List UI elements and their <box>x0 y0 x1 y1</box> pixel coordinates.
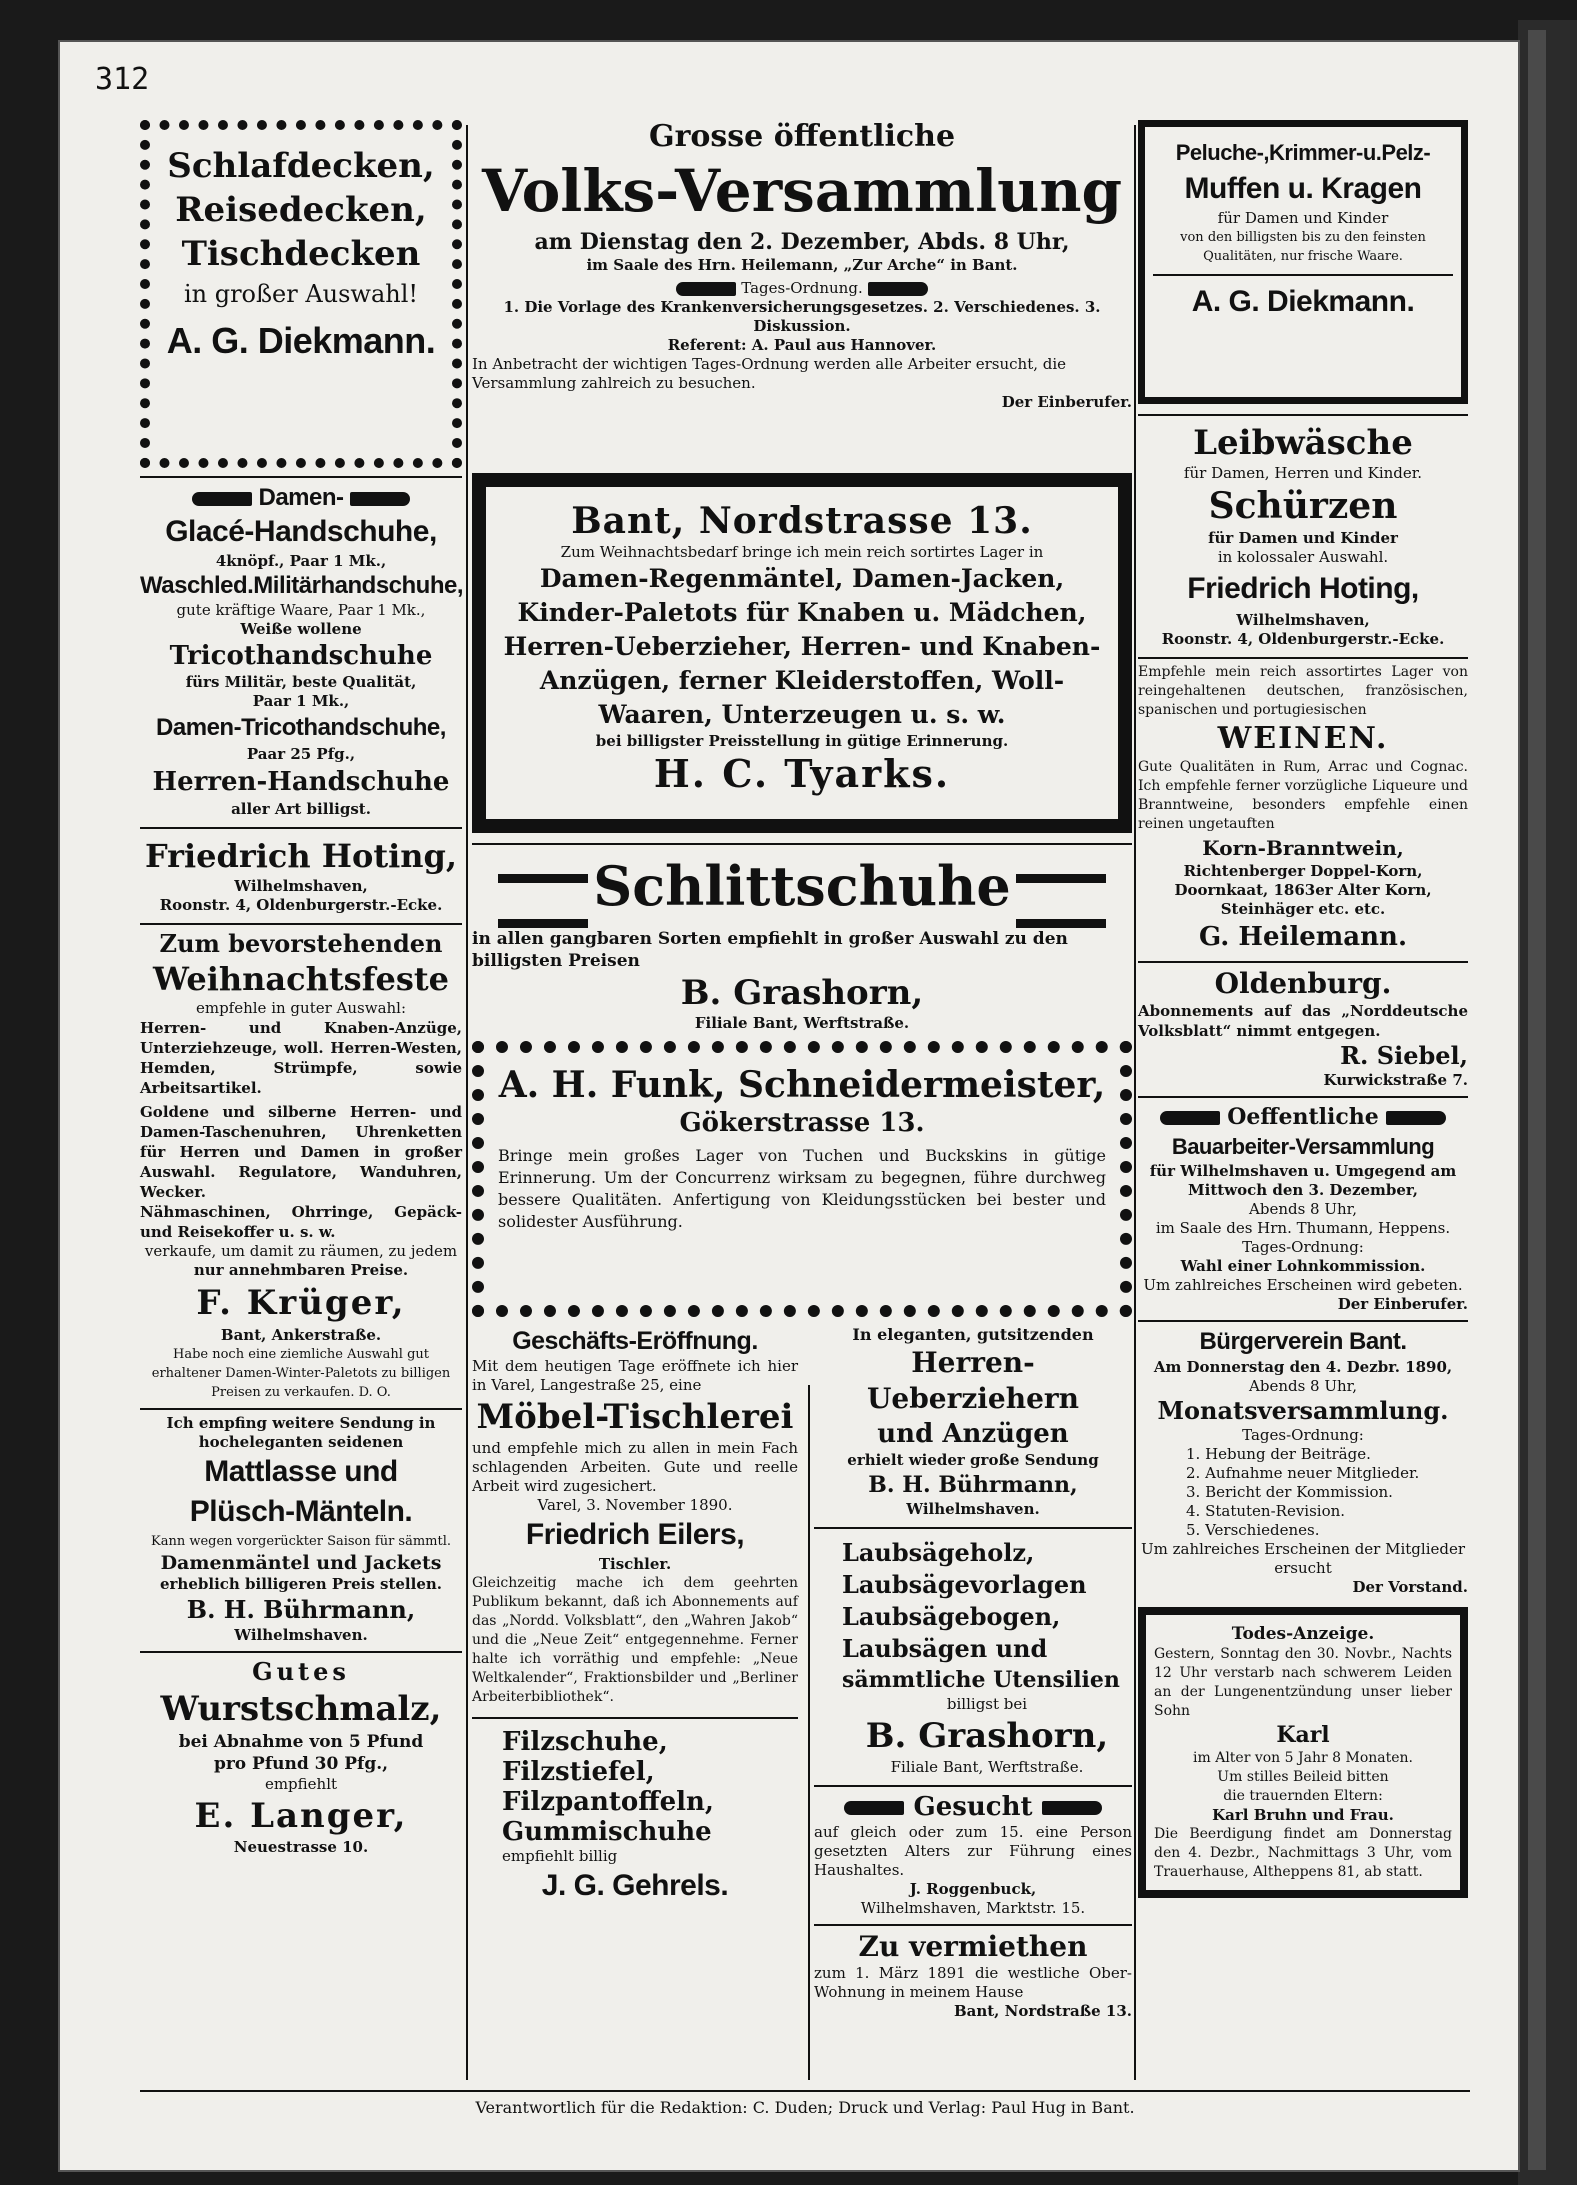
eilers-line: Varel, 3. November 1890. <box>537 1495 733 1514</box>
versammlung-line: In Anbetracht der wichtigen Tages-Ordnung werden alle Arbeiter ersucht, die Versammlung zahlreich zu besuchen. <box>472 355 1067 392</box>
schlitt-line: in allen gangbaren Sorten empfiehlt in großer Auswahl zu den billigsten Preisen <box>472 928 1068 971</box>
ad-schlittschuhe <box>472 843 1132 1033</box>
middle-split <box>472 1324 1132 2020</box>
weihnacht-line: Herren- und Knaben-Anzüge, Unterziehzeuge, woll. Herren-Westen, Hemden, Strümpfe, sowie Arbeitsartikel. <box>140 1019 462 1097</box>
mattlasse-line: Damenmäntel und Jackets <box>160 1552 442 1574</box>
ad-ueberzieher <box>814 1325 1132 1519</box>
buerger-title: Bürgerverein Bant. <box>1199 1328 1407 1355</box>
ad-filz <box>472 1717 798 1906</box>
buerger-line: Monatsversammlung. <box>1157 1396 1449 1425</box>
ad-decken <box>140 120 462 468</box>
mattlasse-line: erheblich billigeren Preis stellen. <box>159 1575 442 1593</box>
muffen-line: für Damen und Kinder <box>1217 209 1389 227</box>
vermiethen-line: Bant, Nordstraße 13. <box>953 2001 1132 2020</box>
tyarks-line: Damen-Regenmäntel, Damen-Jacken, Kinder-Paletots für Knaben u. Mädchen, Herren-Ueberzieher, Herren- und Knaben-Anzügen, ferner Kleiderstoffen, Woll-Waaren, Unterzeugen u. s. w. <box>503 564 1101 729</box>
pointing-hand-icon <box>350 492 410 506</box>
hoting-address: Roonstr. 4, Oldenburgerstr.-Ecke. <box>159 896 443 914</box>
schlitt-title: Schlittschuhe <box>593 854 1011 918</box>
bauarbeiter-line: Oeffentliche <box>1227 1104 1379 1130</box>
todes-title: Todes-Anzeige. <box>1231 1624 1375 1644</box>
filz-line: Filzpantoffeln, <box>502 1786 714 1817</box>
eilers-line: Gleichzeitig mache ich dem geehrten Publikum bekannt, daß ich Abonnements auf das „Nordd. Volksblatt“, den „Wahren Jakob“ und die „Neue Zeit“ entgegennehme. Ferner halte ich vorräthig und empfehle: „Neue Weltkalender“, Fraktionsbilder und „Berliner Arbeiterbibliothek“. <box>472 1574 798 1705</box>
column-rule-left <box>466 125 468 2080</box>
muffen-line: Muffen u. Kragen <box>1184 172 1422 205</box>
mattlasse-line: Ich empfing weitere Sendung in hocheleganten seidenen <box>166 1414 436 1451</box>
buehrmann-name: B. H. Bührmann, <box>868 1471 1078 1498</box>
langer-address: Neuestrasse 10. <box>233 1838 369 1856</box>
ad-laubsaege <box>814 1527 1132 1777</box>
ad-vermiethen <box>814 1924 1132 2021</box>
wurst-line: bei Abnahme von 5 Pfund <box>178 1732 424 1752</box>
pointing-hand-icon <box>868 282 928 296</box>
filz-line: Filzstiefel, <box>502 1756 655 1787</box>
handschuhe-line: gute kräftige Waare, Paar 1 Mk., <box>176 601 426 619</box>
ad-bauarbeiter <box>1138 1096 1468 1314</box>
decken-line: Schlafdecken, <box>167 146 435 186</box>
middle-split-right <box>814 1325 1132 2021</box>
bauarbeiter-line: für Wilhelmshaven u. Umgegend am Mittwoch den 3. Dezember, <box>1149 1162 1457 1199</box>
book-binding <box>1518 20 1577 2185</box>
agenda-item: 5. Verschiedenes. <box>1186 1521 1320 1539</box>
handschuhe-line: Tricothandschuhe <box>169 641 433 671</box>
leib-line: Schürzen <box>1208 485 1398 527</box>
roggenbuck-address: Wilhelmshaven, Marktstr. 15. <box>860 1898 1086 1917</box>
hoting-name: Friedrich Hoting, <box>144 837 458 875</box>
leib-line: Leibwäsche <box>1193 423 1413 463</box>
mattlasse-line: Plüsch-Mänteln. <box>189 1495 413 1528</box>
bauarbeiter-line: Wahl einer Lohnkommission. <box>1180 1257 1426 1275</box>
funk-line: A. H. Funk, Schneidermeister, <box>498 1063 1106 1106</box>
versammlung-line: 1. Die Vorlage des Krankenversicherungsgesetzes. 2. Verschiedenes. 3. Diskussion. <box>503 298 1101 335</box>
siebel-address: Kurwickstraße 7. <box>1323 1071 1468 1089</box>
weihnacht-line: empfehle in guter Auswahl: <box>195 999 407 1017</box>
handschuhe-line: Weiße wollene <box>240 620 362 638</box>
buerger-line: Um zahlreiches Erscheinen der Mitglieder ersucht <box>1140 1540 1466 1577</box>
wurst-line: empfiehlt <box>264 1775 338 1793</box>
ad-tyarks <box>472 473 1132 833</box>
ad-mattlasse <box>140 1408 462 1645</box>
tyarks-line: bei billigster Preisstellung in gütige Erinnerung. <box>595 732 1009 750</box>
leib-line: für Damen, Herren und Kinder. <box>1183 464 1423 482</box>
mattlasse-line: Mattlasse und <box>204 1455 398 1488</box>
handschuhe-line: Paar 1 Mk., <box>252 692 350 710</box>
eilers-line: und empfehle mich zu allen in mein Fach schlagenden Arbeiten. Gute und reelle Arbeit wird zugesichert. <box>472 1438 798 1495</box>
ad-volksversammlung <box>472 120 1132 465</box>
versammlung-line: am Dienstag den 2. Dezember, Abds. 8 Uhr, <box>534 229 1070 255</box>
versammlung-line: Tages-Ordnung. <box>741 279 863 297</box>
ad-todesanzeige <box>1138 1607 1468 1898</box>
middle-split-left <box>472 1325 798 1906</box>
weihnacht-line: Goldene und silberne Herren- und Damen-Taschenuhren, Uhrenketten für Herren und Damen in großer Auswahl. Regulatore, Wanduhren, Wecker. <box>140 1103 462 1201</box>
ad-gesucht <box>814 1785 1132 1918</box>
pointing-hand-icon <box>1042 1801 1102 1815</box>
eilers-line: Möbel-Tischlerei <box>476 1396 794 1437</box>
gesucht-title: Gesucht <box>913 1791 1033 1822</box>
bauarbeiter-line: Abends 8 Uhr, <box>1249 1200 1357 1218</box>
eilers-line: Geschäfts-Eröffnung. <box>512 1326 758 1355</box>
ad-weinen <box>1138 657 1468 955</box>
eilers-line: Mit dem heutigen Tage eröffnete ich hier in Varel, Langestraße 25, eine <box>472 1356 798 1394</box>
handschuhe-line: Herren-Handschuhe <box>152 767 450 797</box>
todes-line: die trauernden Eltern: <box>1223 1788 1383 1804</box>
leib-line: für Damen und Kinder <box>1208 529 1398 547</box>
agenda-item: 3. Bericht der Kommission. <box>1186 1483 1393 1501</box>
todes-line: Die Beerdigung findet am Donnerstag den 4. Dezbr., Nachmittags 3 Uhr, vom Trauerhause, Altheppens 81, ab statt. <box>1154 1826 1452 1880</box>
weihnacht-line: Weihnachtsfeste <box>153 960 449 998</box>
ueberzieher-line: erhielt wieder große Sendung <box>847 1450 1099 1469</box>
versammlung-line: Referent: A. Paul aus Hannover. <box>667 336 937 354</box>
handschuhe-line: Paar 25 Pfg., <box>246 745 356 763</box>
laubsaege-line: sämmtliche Utensilien <box>842 1666 1120 1693</box>
oldenburg-line: Abonnements auf das „Norddeutsche Volksblatt“ nimmt entgegen. <box>1138 1002 1468 1040</box>
diekmann-name: A. G. Diekmann. <box>1191 285 1415 318</box>
todes-line: Gestern, Sonntag den 30. Novbr., Nachts 12 Uhr verstarb nach schwerem Leiden an der Lungenentzündung unser lieber Sohn <box>1154 1646 1452 1719</box>
ueberzieher-line: Herren-Ueberziehern <box>866 1345 1079 1415</box>
bauarbeiter-line: im Saale des Hrn. Thumann, Heppens. <box>1155 1219 1451 1237</box>
agenda-item: 2. Aufnahme neuer Mitglieder. <box>1186 1464 1420 1482</box>
gesucht-line: auf gleich oder zum 15. eine Person gesetzten Alters zur Führung eines Haushaltes. <box>814 1822 1132 1879</box>
laubsaege-line: billigst bei <box>946 1694 1028 1713</box>
column-rule-right <box>1134 125 1136 2080</box>
versammlung-line: im Saale des Hrn. Heilemann, „Zur Arche“ in Bant. <box>586 256 1018 274</box>
weihnacht-line: Habe noch eine ziemliche Auswahl gut erhaltener Damen-Winter-Paletots zu billigen Preisen zu verkaufen. D. O. <box>151 1347 451 1400</box>
column-left <box>140 120 462 1857</box>
bauarbeiter-line: Der Einberufer. <box>1337 1295 1468 1313</box>
handschuhe-line: fürs Militär, beste Qualität, <box>185 673 417 691</box>
hoting-name: Friedrich Hoting, <box>1187 572 1419 605</box>
decorative-bars-icon <box>498 874 588 928</box>
krueger-address: Bant, Ankerstraße. <box>220 1326 382 1344</box>
decken-seller: A. G. Diekmann. <box>166 320 436 361</box>
weihnacht-line: Zum bevorstehenden <box>159 929 443 958</box>
pointing-hand-icon <box>1160 1111 1220 1125</box>
ueberzieher-line: und Anzügen <box>877 1418 1069 1449</box>
handschuhe-line: Waschled.Militärhandschuhe, <box>140 572 464 599</box>
handschuhe-title2: Glacé-Handschuhe, <box>165 515 437 548</box>
vermiethen-line: zum 1. März 1891 die westliche Ober-Wohnung in meinem Hause <box>814 1963 1132 2001</box>
decken-line: Tischdecken <box>181 234 421 274</box>
ad-muffen <box>1138 120 1468 404</box>
tyarks-name: H. C. Tyarks. <box>653 751 951 796</box>
filz-line: Gummischuhe <box>502 1816 712 1847</box>
todes-line: im Alter von 5 Jahr 8 Monaten. <box>1193 1750 1413 1766</box>
versammlung-line: Der Einberufer. <box>1001 393 1132 411</box>
grashorn-name: B. Grashorn, <box>865 1715 1109 1756</box>
ad-leibwaesche <box>1138 414 1468 649</box>
siebel-name: R. Siebel, <box>1340 1041 1468 1070</box>
bauarbeiter-line: Um zahlreiches Erscheinen wird gebeten. <box>1143 1276 1463 1294</box>
decorative-bars-icon <box>1016 874 1106 928</box>
laubsaege-line: Laubsägevorlagen <box>842 1569 1087 1599</box>
ad-handschuhe <box>140 476 462 819</box>
leib-line: in kolossaler Auswahl. <box>1217 548 1389 566</box>
muffen-line: Peluche-,Krimmer-u.Pelz- <box>1175 140 1431 165</box>
eilers-line: Tischler. <box>598 1554 672 1573</box>
filz-line: empfiehlt billig <box>502 1846 618 1865</box>
weihnacht-line: nur annehmbaren Preise. <box>193 1261 409 1279</box>
buehrmann-name: B. H. Bührmann, <box>186 1595 416 1624</box>
ad-eilers <box>472 1325 798 1707</box>
grashorn-address: Filiale Bant, Werftstraße. <box>890 1757 1084 1776</box>
todes-line: Karl Bruhn und Frau. <box>1212 1806 1394 1824</box>
column-right <box>1138 120 1468 1898</box>
ueberzieher-line: In eleganten, gutsitzenden <box>852 1324 1094 1344</box>
handschuhe-line: 4knöpf., Paar 1 Mk., <box>215 552 387 570</box>
bauarbeiter-line: Tages-Ordnung: <box>1242 1238 1364 1256</box>
filz-line: Filzschuhe, <box>502 1726 668 1757</box>
todes-line: Um stilles Beileid bitten <box>1217 1769 1389 1785</box>
decken-line: Reisedecken, <box>175 190 427 230</box>
tyarks-line: Bant, Nordstrasse 13. <box>571 500 1033 542</box>
weinen-line: Korn-Branntwein, <box>1202 836 1404 860</box>
weinen-line: Gute Qualitäten in Rum, Arrac und Cognac. Ich empfehle ferner vorzügliche Liqueure und Branntweine, besonders empfehle einen reinen ungetauften <box>1138 759 1468 832</box>
ad-hoting <box>140 827 462 915</box>
pointing-hand-icon <box>676 282 736 296</box>
roggenbuck-name: J. Roggenbuck, <box>909 1879 1037 1898</box>
wurst-line: Wurstschmalz, <box>160 1689 442 1729</box>
buehrmann-city: Wilhelmshaven. <box>906 1499 1040 1518</box>
buehrmann-city: Wilhelmshaven. <box>234 1626 368 1644</box>
buerger-line: Abends 8 Uhr, <box>1249 1377 1357 1395</box>
ad-funk <box>472 1041 1132 1317</box>
pointing-hand-icon <box>1386 1111 1446 1125</box>
tyarks-line: Zum Weihnachtsbedarf bringe ich mein reich sortirtes Lager in <box>560 543 1044 561</box>
hoting-city: Wilhelmshaven, <box>234 877 368 895</box>
heilemann-name: G. Heilemann. <box>1199 922 1407 952</box>
grashorn-address: Filiale Bant, Werftstraße. <box>694 1013 910 1032</box>
weinen-line: Richtenberger Doppel-Korn, Doornkaat, 1863er Alter Korn, Steinhäger etc. etc. <box>1174 862 1432 918</box>
laubsaege-line: Laubsägebogen, <box>842 1601 1061 1631</box>
versammlung-title: Volks-Versammlung <box>481 157 1123 225</box>
ad-oldenburg <box>1138 961 1468 1090</box>
hoting-address: Roonstr. 4, Oldenburgerstr.-Ecke. <box>1161 630 1445 648</box>
page-number: 312 <box>95 62 150 97</box>
weinen-title: WEINEN. <box>1217 721 1389 756</box>
agenda-item: 1. Hebung der Beiträge. <box>1186 1445 1371 1463</box>
imprint-footer: Verantwortlich für die Redaktion: C. Duden; Druck und Verlag: Paul Hug in Bant. <box>140 2090 1470 2117</box>
muffen-line: von den billigsten bis zu den feinsten Qualitäten, nur frische Waare. <box>1180 230 1426 264</box>
hoting-city: Wilhelmshaven, <box>1236 611 1370 629</box>
handschuhe-line: aller Art billigst. <box>231 800 371 818</box>
binding-edge <box>1528 30 1546 2170</box>
handschuhe-line: Damen-Tricothandschuhe, <box>156 714 446 741</box>
wurst-line: pro Pfund 30 Pfg., <box>213 1754 389 1774</box>
laubsaege-line: Laubsägen und <box>842 1633 1048 1663</box>
ad-wurst <box>140 1651 462 1857</box>
pointing-hand-icon <box>192 492 252 506</box>
weinen-line: Empfehle mein reich assortirtes Lager von reingehaltenen deutschen, französischen, spanischen und portugiesischen <box>1138 664 1468 718</box>
krueger-name: F. Krüger, <box>196 1283 406 1323</box>
weihnacht-line: verkaufe, um damit zu räumen, zu jedem <box>144 1242 458 1260</box>
mattlasse-line: Kann wegen vorgerückter Saison für sämmtl. <box>150 1534 452 1549</box>
laubsaege-line: Laubsägeholz, <box>842 1537 1035 1567</box>
oldenburg-title: Oldenburg. <box>1214 967 1392 1000</box>
funk-line: Bringe mein großes Lager von Tuchen und Buckskins in gütige Erinnerung. Um der Concurrenz wirksam zu begegnen, führe durchweg bessere Qualitäten. Anfertigung von Kleidungsstücken bei bester und solidester Ausführung. <box>498 1145 1106 1231</box>
handschuhe-title1: Damen- <box>258 484 344 511</box>
buerger-line: Am Donnerstag den 4. Dezbr. 1890, <box>1153 1358 1453 1376</box>
ad-weihnacht <box>140 923 462 1402</box>
buerger-line: Tages-Ordnung: <box>1242 1426 1364 1444</box>
ad-buergerverein <box>1138 1320 1468 1597</box>
bauarbeiter-title: Bauarbeiter-Versammlung <box>1171 1134 1435 1159</box>
agenda-item: 4. Statuten-Revision. <box>1186 1502 1346 1520</box>
langer-name: E. Langer, <box>194 1796 408 1836</box>
todes-line: Karl <box>1276 1722 1330 1748</box>
column-middle <box>472 119 1132 2020</box>
gehrels-name: J. G. Gehrels. <box>541 1868 729 1902</box>
eilers-name: Friedrich Eilers, <box>525 1517 745 1551</box>
vermiethen-title: Zu vermiethen <box>858 1929 1088 1963</box>
grashorn-name: B. Grashorn, <box>680 972 924 1013</box>
wurst-line: Gutes <box>252 1657 350 1686</box>
weihnacht-line: Nähmaschinen, Ohrringe, Gepäck- und Reisekoffer u. s. w. <box>140 1203 462 1241</box>
vorstand-name: Der Vorstand. <box>1352 1578 1468 1596</box>
versammlung-line: Grosse öffentliche <box>648 119 956 154</box>
funk-line: Gökerstrasse 13. <box>679 1107 925 1138</box>
pointing-hand-icon <box>844 1801 904 1815</box>
decken-line: in großer Auswahl! <box>183 280 419 308</box>
